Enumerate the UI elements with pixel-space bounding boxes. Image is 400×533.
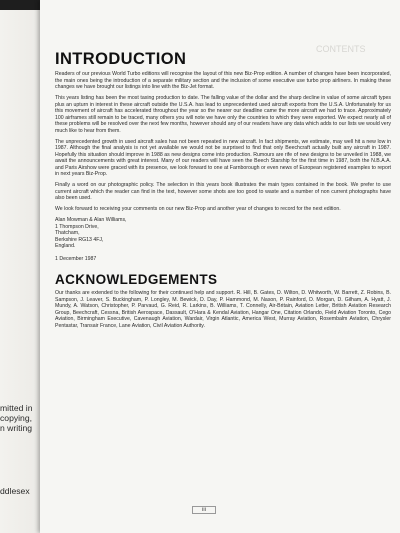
book-page	[40, 0, 400, 533]
address-line: Alan Mowman & Alan Williams,	[55, 217, 127, 223]
intro-date: 1 December 1987	[55, 255, 97, 262]
address-line: 1 Thompson Drive,	[55, 223, 99, 230]
page-content	[55, 50, 391, 329]
intro-paragraph: Readers of our previous World Turbo editions will recognise the layout of this new Biz-Prop edition. A number of changes have been incorporated, the main ones being the introduction of a separate military section and the inclusion of some executive use turbo prop airliners. In making these changes we have brought our listings into line with the Biz-Jet format.	[55, 71, 391, 90]
introduction-heading: INTRODUCTION	[55, 50, 187, 68]
address-line: England.	[55, 243, 76, 249]
intro-paragraph: We look forward to receiving your comments on our new Biz-Prop and another year of changes to record for the next edition.	[55, 206, 341, 212]
underlying-text-line: ddlesex	[0, 486, 30, 496]
address-line: Berkshire RG13 4FJ,	[55, 236, 104, 243]
intro-paragraph: Finally a word on our photographic policy. The selection in this years book illustrates the main types contained in the book. We prefer to use current aircraft which the reader can find in the text, however some shots are too good to waste and a number of non current photographs have also been used.	[55, 182, 391, 201]
intro-paragraph: This years listing has been the most taxing production to date. The falling value of the dollar and the sharp decline in value of some aircraft types plus an upturn in interest in these aircraft outside the U.S.A. has lead to unprecedented used aircraft exports from the U.S.A. Unfortunately for us this movement of aircraft has accelerated throughout the year so the nearer our deadline came the more aircraft we had to trace. Approximately 100 airframes still remain to be traced, many others you will note we have only the countries to which they were exported. We expect nearly all of these problems will be resolved over the next few months, however should any of our readers have any data which adds to our lists we would very much like to hear from them.	[55, 95, 391, 134]
underlying-text-line: copying,	[0, 413, 33, 423]
intro-paragraph: The unprecedented growth in used aircraft sales has not been repeated in new aircraft. In fact shipments, we estimate, may well hit a new low in 1987. Although the final analysis is not yet available we would not be surprised to find that only Beechcraft actually built any aircraft in 1987. Hopefully this situation should improve in 1988 as new designs come into production. Rumours are rife of new designs to be unveiled in 1988, we await the announcements with great interest. Many of our readers will have seen the Beech Starship for the first time in 1987, both the N.B.A.A. and Paris Airshow were graced with its presence, we look forward to one at Farnborough or even news of European registered examples to report in next years Biz-Prop.	[55, 138, 391, 177]
author-address	[55, 217, 391, 250]
underlying-text-line: mitted in	[0, 403, 33, 413]
address-line: Thatcham,	[55, 230, 80, 236]
acknowledgements-text: Our thanks are extended to the following for their continued help and support. R. Hill, B. Gates, D. Wilton, D. Whitworth, W. Barrett, Z. Robins, B. Sampson, J. Leaver, S. Buckingham, P. Longley, M. Bewick, D. Day, P. Hammond, M. Nason, P. Rainford, D. Morgan, D. Gilham, A. Hyatt, J. Mundy, A. Watson, Christopher, P. Parvaud, G. Reid, R. Larkins, B. Williams, T. Connelly, Air-Britain, Aviation Letter, British Aviation Research Group, Beechcraft, Cessna, British Aerospace, Dassault, O'Hara & Kendal Aviation, Hangar One, Citation Orlando, Field Aviation Toronto, Cego Aviation, Birmingham Executive, Cavenaugh Aviation, Wardair, Virgin Atlantic, America West, Murray Aviation, Rosembalm Aviation, Chrysler Pentastar, Transair France, Lane Aviation, Civil Aviation Authority.	[55, 290, 391, 329]
acknowledgements-heading: ACKNOWLEDGEMENTS	[55, 272, 218, 287]
page-number: iii	[192, 506, 216, 514]
underlying-text-line: n writing	[0, 423, 32, 433]
underlying-page	[0, 10, 44, 533]
bleed-through-text: CONTENTS	[316, 44, 366, 54]
